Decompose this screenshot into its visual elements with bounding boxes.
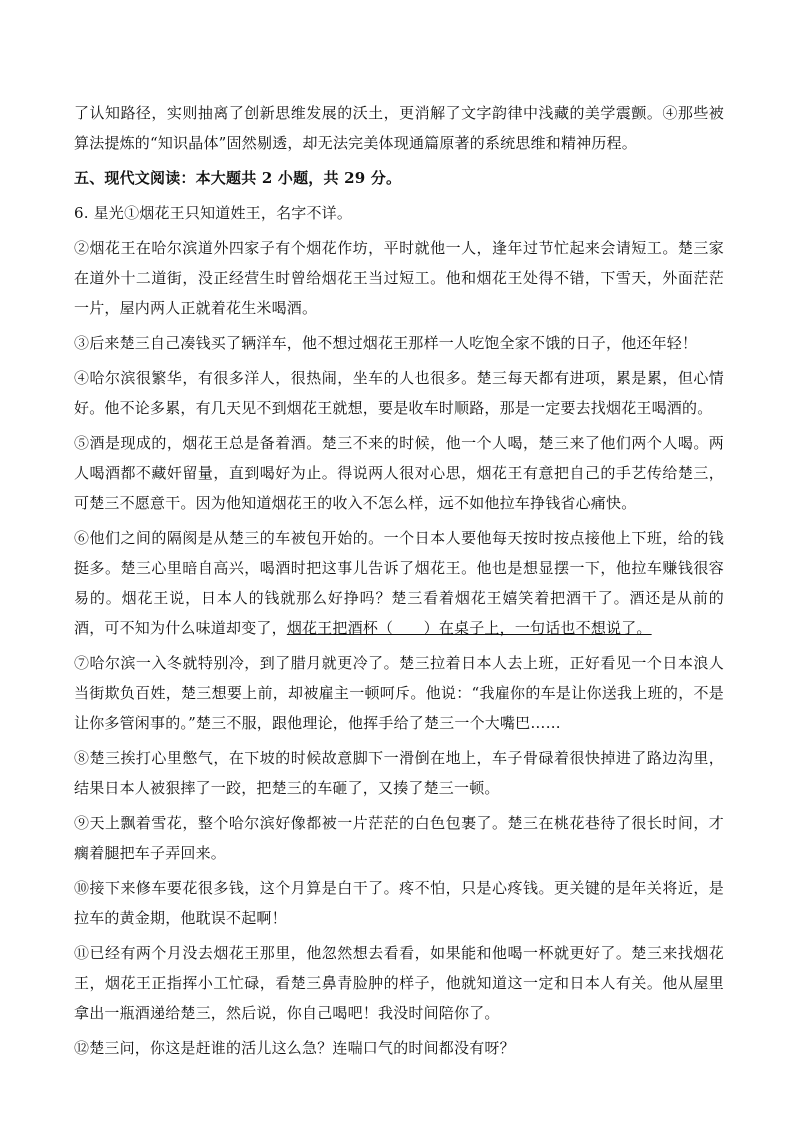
paragraph-4: ④哈尔滨很繁华，有很多洋人，很热闹，坐车的人也很多。楚三每天都有进项，累是累，但心情好。他不论多累，有几天见不到烟花王就想，要是收车时顺路，那是一定要去找烟花王喝酒的。 [74, 369, 724, 417]
paragraph-3: ③后来楚三自己凑钱买了辆洋车，他不想过烟花王那样一人吃饱全家不饿的日子，他还年轻！ [74, 334, 698, 352]
paragraph-5: ⑤酒是现成的，烟花王总是备着酒。楚三不来的时候，他一个人喝，楚三来了他们两个人喝。两人喝酒都不藏奸留量，直到喝好为止。得说两人很对心思，烟花王有意把自己的手艺传给楚三，可楚三不愿意干。因为他知道烟花王的收入不怎么样，远不如他拉车挣钱省心痛快。 [74, 434, 724, 512]
paragraph-9: ⑨天上飘着雪花，整个哈尔滨好像都被一片茫茫的白色包裹了。楚三在桃花巷待了很长时间，才瘸着腿把车子弄回来。 [74, 814, 724, 862]
document-body [74, 98, 724, 1068]
paragraph-12: ⑫楚三问，你这是赶谁的活儿这么急？连喘口气的时间都没有呀？ [74, 1039, 515, 1057]
paragraph-6 [74, 523, 724, 643]
underlined-sentence: 烟花王把酒杯（ ）在桌子上，一句话也不想说了。 [286, 619, 652, 637]
paragraph-intro-continuation: 了认知路径，实则抽离了创新思维发展的沃土，更消解了文字韵律中浅藏的美学震颤。④那些被算法提炼的“知识晶体”固然剔透，却无法完美体现通篇原著的系统思维和精神历程。 [74, 104, 724, 152]
paragraph-8: ⑧楚三挨打心里憋气，在下坡的时候故意脚下一滑倒在地上，车子骨碌着很快掉进了路边沟里，结果日本人被狠摔了一跤，把楚三的车砸了，又揍了楚三一顿。 [74, 749, 724, 797]
paragraph-11: ⑪已经有两个月没去烟花王那里，他忽然想去看看，如果能和他喝一杯就更好了。楚三来找烟花王，烟花王正指挥小工忙碌，看楚三鼻青脸肿的样子，他就知道这一定和日本人有关。他从屋里拿出一瓶酒递给楚三，然后说，你自己喝吧！我没时间陪你了。 [74, 944, 724, 1022]
question-6-title: 6. 星光①烟花王只知道姓王，名字不详。 [74, 204, 353, 222]
paragraph-6-text: ⑥他们之间的隔阂是从楚三的车被包开始的。一个日本人要他每天按时按点接他上下班，给的钱挺多。楚三心里暗自高兴，喝酒时把这事儿告诉了烟花王。他也是想显摆一下，他拉车赚钱很容易的。烟花王说，日本人的钱就那么好挣吗？楚三看着烟花王嬉笑着把酒干了。酒还是从前的酒，可不知为什么味道却变了， [74, 529, 724, 637]
paragraph-10: ⑩接下来修车要花很多钱，这个月算是白干了。疼不怕，只是心疼钱。更关键的是年关将近，是拉车的黄金期，他耽误不起啊！ [74, 879, 724, 927]
section-heading: 五、现代文阅读：本大题共 2 小题，共 29 分。 [74, 169, 402, 187]
paragraph-7: ⑦哈尔滨一入冬就特别冷，到了腊月就更冷了。楚三拉着日本人去上班，正好看见一个日本浪人当街欺负百姓，楚三想要上前，却被雇主一顿呵斥。他说：“我雇你的车是让你送我上班的，不是让你多管闲事的。”楚三不服，跟他理论，他挥手给了楚三一个大嘴巴…… [74, 654, 724, 732]
paragraph-2: ②烟花王在哈尔滨道外四家子有个烟花作坊，平时就他一人，逢年过节忙起来会请短工。楚三家在道外十二道街，没正经营生时曾给烟花王当过短工。他和烟花王处得不错，下雪天，外面茫茫一片，屋内两人正就着花生米喝酒。 [74, 239, 724, 317]
